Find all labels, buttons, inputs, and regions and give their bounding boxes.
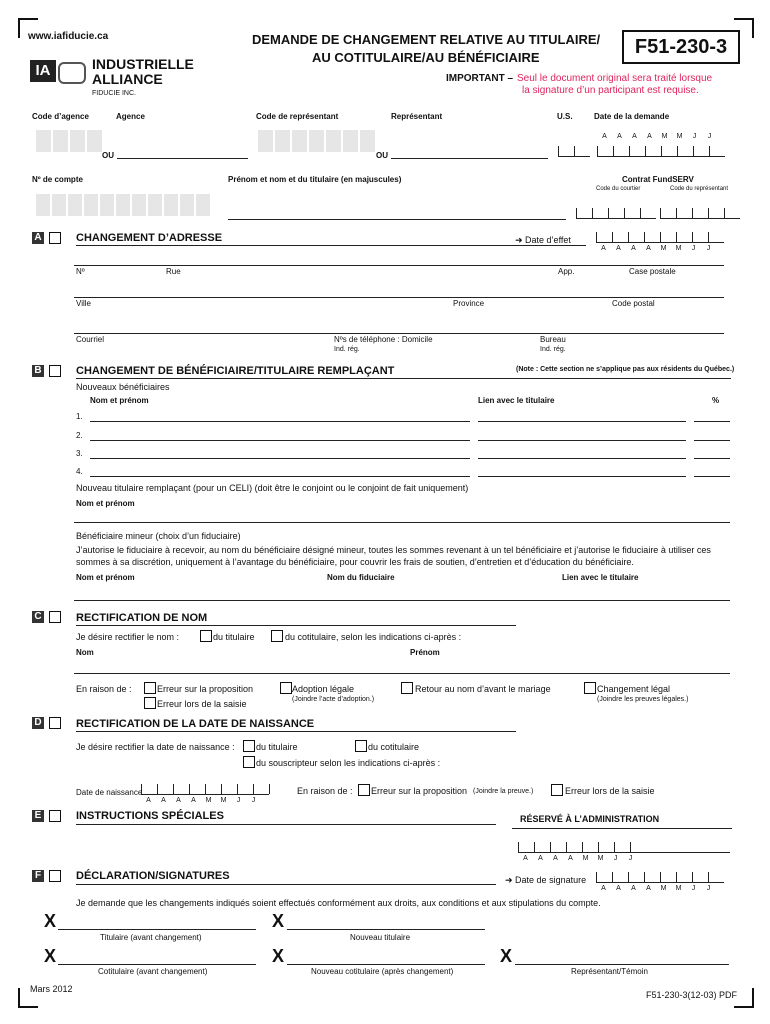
- reserve-rule: [512, 828, 732, 829]
- important-line1: Seul le document original sera traité lorsque: [517, 73, 713, 84]
- autorise-line-1: J’autorise le fiduciaire à recevoir, au nom du bénéficiaire désigné mineur, toutes les sommes revenant à un tel bénéficiaire et j’autorise le fiduciaire à utiliser ces: [76, 545, 711, 555]
- no-compte-cells[interactable]: [36, 194, 210, 216]
- label-en-raison-c: En raison de :: [76, 684, 132, 694]
- footer-date: Mars 2012: [30, 984, 73, 994]
- reserve-initials[interactable]: [642, 852, 730, 853]
- section-c-rule: [76, 625, 516, 626]
- label-representant: Représentant: [391, 112, 443, 121]
- label-code-rep2: Code du représentant: [670, 186, 729, 192]
- label-nom-prenom: Nom et prénom: [90, 396, 149, 405]
- logo-emblem-icon: [58, 62, 86, 84]
- date-naissance-letters: A A A A M M J J: [146, 797, 256, 804]
- label-nouveau-titulaire: Nouveau titulaire: [350, 933, 411, 942]
- label-ou-2: OU: [376, 151, 388, 160]
- section-a-letter: A: [32, 232, 44, 244]
- section-d-rule: [76, 731, 516, 732]
- label-date-signature: ➜ Date de signature: [505, 875, 587, 885]
- row-4-nom[interactable]: [90, 476, 470, 477]
- date-effet-letters: A A A A M M J J: [601, 245, 711, 252]
- label-ou-1: OU: [102, 151, 114, 160]
- section-d-checkbox[interactable]: [49, 717, 61, 729]
- instructions-field[interactable]: [76, 826, 496, 866]
- date-naissance-field[interactable]: [141, 784, 285, 795]
- signature-titulaire[interactable]: [58, 929, 256, 930]
- date-effet-label: ➜ Date d’effet: [515, 235, 571, 245]
- label-c-cotitulaire: du cotitulaire, selon les indications ci-après :: [285, 632, 462, 642]
- section-e-checkbox[interactable]: [49, 810, 61, 822]
- label-titulaire-avant: Titulaire (avant changement): [100, 933, 202, 942]
- row-4-lien[interactable]: [478, 476, 686, 477]
- section-c-checkbox[interactable]: [49, 611, 61, 623]
- label-nouveau-cotitulaire: Nouveau cotitulaire (après changement): [311, 967, 454, 976]
- footer-code: F51-230-3(12-03) PDF: [646, 990, 738, 1000]
- section-e-title: INSTRUCTIONS SPÉCIALES: [76, 810, 224, 822]
- section-a-rule: [76, 245, 586, 246]
- website-url: www.iafiducie.ca: [28, 31, 109, 42]
- d-souscripteur-checkbox[interactable]: [243, 756, 255, 768]
- form-number: F51-230-3: [634, 36, 728, 58]
- address-line-2[interactable]: [74, 297, 724, 298]
- label-us: U.S.: [557, 112, 573, 121]
- important-label: IMPORTANT –: [446, 73, 514, 84]
- section-f-title: DÉCLARATION/SIGNATURES: [76, 870, 230, 882]
- section-f-checkbox[interactable]: [49, 870, 61, 882]
- label-c-erreur-saisie: Erreur lors de la saisie: [157, 699, 247, 709]
- prenom-nom-field[interactable]: [228, 219, 566, 220]
- label-d-souscripteur: du souscripteur selon les indications ci-après :: [256, 758, 441, 768]
- label-ind-reg-2: Ind. rég.: [540, 346, 566, 353]
- section-c-title: RECTIFICATION DE NOM: [76, 612, 208, 624]
- label-prenom: Prénom: [410, 648, 440, 657]
- remplacant-field[interactable]: [74, 522, 730, 523]
- row-3-lien[interactable]: [478, 458, 686, 459]
- section-b-checkbox[interactable]: [49, 365, 61, 377]
- sig-x-nouveau-cotitulaire: X: [272, 946, 285, 966]
- label-c-titulaire: du titulaire: [213, 632, 255, 642]
- row-2-pct[interactable]: [694, 440, 730, 441]
- label-nom-prenom-2: Nom et prénom: [76, 499, 135, 508]
- date-signature-field[interactable]: [596, 872, 724, 883]
- logo-letters: IA: [30, 60, 56, 82]
- signature-cotitulaire[interactable]: [58, 964, 256, 965]
- date-effet-field[interactable]: [596, 232, 724, 243]
- row-3-label: 3.: [76, 449, 83, 458]
- us-field[interactable]: [558, 146, 590, 157]
- label-mineur: Bénéficiaire mineur (choix d’un fiduciaire): [76, 531, 241, 541]
- address-line-1[interactable]: [74, 265, 724, 266]
- label-nom-prenom-3: Nom et prénom: [76, 573, 135, 582]
- declaration-text: Je demande que les changements indiqués soient effectués conformément aux droits, aux conditions et aux stipulations du compte.: [76, 898, 601, 908]
- row-2-label: 2.: [76, 431, 83, 440]
- reserve-date-field[interactable]: [518, 842, 646, 853]
- c-erreur-prop-checkbox[interactable]: [144, 682, 156, 694]
- label-desire-nom: Je désire rectifier le nom :: [76, 632, 180, 642]
- label-no-compte: Nº de compte: [32, 175, 83, 184]
- label-d-erreur-prop: Erreur sur la proposition: [371, 786, 468, 796]
- code-representant-cells[interactable]: [258, 130, 375, 152]
- row-1-pct[interactable]: [694, 421, 730, 422]
- section-b-letter: B: [32, 365, 44, 377]
- autorise-line-2: sommes à sa discrétion, uniquement à l’avantage du bénéficiaire, pour couvrir les frais de soutien, d’entretien et d’éducation du bénéficiaire.: [76, 557, 634, 567]
- label-courriel: Courriel: [76, 335, 105, 344]
- label-ville: Ville: [76, 299, 91, 308]
- section-b-rule: [76, 378, 731, 379]
- label-code-courtier: Code du courtier: [596, 186, 641, 192]
- label-desire-date: Je désire rectifier la date de naissance :: [76, 742, 235, 752]
- label-nouveaux-beneficiaires: Nouveaux bénéficiaires: [76, 382, 170, 392]
- code-rep2-field[interactable]: [660, 208, 740, 219]
- label-d-erreur-saisie: Erreur lors de la saisie: [565, 786, 655, 796]
- code-agence-cells[interactable]: [36, 130, 102, 152]
- logo-subtitle: FIDUCIE INC.: [92, 90, 136, 97]
- label-d-joindre-preuve: (Joindre la preuve.): [473, 788, 534, 795]
- label-c-adoption: Adoption légale: [292, 684, 355, 694]
- section-d-letter: D: [32, 717, 44, 729]
- label-nom: Nom: [76, 648, 94, 657]
- label-prenom-nom: Prénom et nom et du titulaire (en majuscules): [228, 175, 402, 184]
- reserve-date-letters: A A A A M M J J: [523, 855, 633, 862]
- label-date-demande: Date de la demande: [594, 112, 670, 121]
- date-demande-letters: A A A A M M J J: [602, 133, 712, 140]
- label-app: App.: [558, 267, 575, 276]
- label-lien-2: Lien avec le titulaire: [562, 573, 639, 582]
- label-remplacant: Nouveau titulaire remplaçant (pour un CELI) (doit être le conjoint ou le conjoint de fait uniquement): [76, 483, 469, 493]
- c-erreur-saisie-checkbox[interactable]: [144, 697, 156, 709]
- d-erreur-saisie-checkbox[interactable]: [551, 784, 563, 796]
- label-code-representant: Code de représentant: [256, 112, 339, 121]
- logo-line1: INDUSTRIELLE: [92, 56, 194, 72]
- label-ind-reg-1: Ind. rég.: [334, 346, 360, 353]
- d-erreur-prop-checkbox[interactable]: [358, 784, 370, 796]
- row-4-label: 4.: [76, 467, 83, 476]
- logo-line2: ALLIANCE: [92, 71, 163, 87]
- label-representant-temoin: Représentant/Témoin: [571, 967, 648, 976]
- label-cotitulaire-avant: Cotitulaire (avant changement): [98, 967, 208, 976]
- label-c-joindre-adoption: (Joindre l’acte d’adoption.): [292, 696, 375, 703]
- label-pct: %: [712, 396, 720, 405]
- date-demande-field[interactable]: [597, 146, 725, 157]
- label-case-postale: Case postale: [629, 267, 676, 276]
- label-province: Province: [453, 299, 485, 308]
- c-adoption-checkbox[interactable]: [280, 682, 292, 694]
- section-e-rule: [76, 824, 496, 825]
- d-cotitulaire-checkbox[interactable]: [355, 740, 367, 752]
- section-c-letter: C: [32, 611, 44, 623]
- label-nom-fiduciaire: Nom du fiduciaire: [327, 573, 395, 582]
- label-no: Nº: [76, 267, 85, 276]
- label-lien: Lien avec le titulaire: [478, 396, 555, 405]
- row-2-nom[interactable]: [90, 440, 470, 441]
- section-f-letter: F: [32, 870, 44, 882]
- label-c-erreur-prop: Erreur sur la proposition: [157, 684, 254, 694]
- form-number-box: [622, 30, 740, 64]
- label-d-titulaire: du titulaire: [256, 742, 298, 752]
- sig-x-representant: X: [500, 946, 513, 966]
- section-b-note: (Note : Cette section ne s’applique pas aux résidents du Québec.): [516, 366, 735, 373]
- mineur-field[interactable]: [74, 600, 730, 601]
- label-agence: Agence: [116, 112, 145, 121]
- label-c-joindre-preuves: (Joindre les preuves légales.): [597, 696, 689, 703]
- label-c-retour: Retour au nom d’avant le mariage: [415, 684, 551, 694]
- label-c-changement-legal: Changement légal: [597, 684, 671, 694]
- form-title-line1: DEMANDE DE CHANGEMENT RELATIVE AU TITULAIRE/: [252, 32, 601, 47]
- sig-x-nouveau-titulaire: X: [272, 911, 285, 931]
- signature-nouveau-cotitulaire[interactable]: [287, 964, 485, 965]
- signature-nouveau-titulaire[interactable]: [287, 929, 485, 930]
- nom-field[interactable]: [74, 673, 730, 674]
- representant-field[interactable]: [391, 158, 548, 159]
- agence-field[interactable]: [117, 158, 248, 159]
- section-e-letter: E: [32, 810, 44, 822]
- section-b-title: CHANGEMENT DE BÉNÉFICIAIRE/TITULAIRE REMPLAÇANT: [76, 365, 395, 377]
- label-date-naissance: Date de naissance: [76, 788, 143, 797]
- label-rue: Rue: [166, 267, 181, 276]
- signature-representant[interactable]: [515, 964, 729, 965]
- row-3-nom[interactable]: [90, 458, 470, 459]
- label-d-cotitulaire: du cotitulaire: [368, 742, 420, 752]
- c-titulaire-checkbox[interactable]: [200, 630, 212, 642]
- section-d-title: RECTIFICATION DE LA DATE DE NAISSANCE: [76, 718, 315, 730]
- label-contrat: Contrat FundSERV: [622, 175, 694, 184]
- d-titulaire-checkbox[interactable]: [243, 740, 255, 752]
- sig-x-titulaire: X: [44, 911, 57, 931]
- reserve-admin: RÉSERVÉ À L’ADMINISTRATION: [520, 814, 660, 824]
- row-3-pct[interactable]: [694, 458, 730, 459]
- date-signature-letters: A A A A M M J J: [601, 885, 711, 892]
- c-changement-legal-checkbox[interactable]: [584, 682, 596, 694]
- important-line2: la signature d’un participant est requise.: [522, 85, 699, 96]
- section-a-title: CHANGEMENT D’ADRESSE: [76, 232, 223, 244]
- address-line-3[interactable]: [74, 333, 724, 334]
- row-4-pct[interactable]: [694, 476, 730, 477]
- c-retour-checkbox[interactable]: [401, 682, 413, 694]
- row-1-lien[interactable]: [478, 421, 686, 422]
- code-courtier-field[interactable]: [576, 208, 656, 219]
- row-1-nom[interactable]: [90, 421, 470, 422]
- c-cotitulaire-checkbox[interactable]: [271, 630, 283, 642]
- label-bureau: Bureau: [540, 335, 566, 344]
- label-code-postal: Code postal: [612, 299, 655, 308]
- row-1-label: 1.: [76, 412, 83, 421]
- label-code-agence: Code d’agence: [32, 112, 89, 121]
- row-2-lien[interactable]: [478, 440, 686, 441]
- form-title-line2: AU COTITULAIRE/AU BÉNÉFICIAIRE: [312, 50, 540, 65]
- section-f-rule: [76, 884, 496, 885]
- label-tel-domicile: Nºs de téléphone : Domicile: [334, 335, 433, 344]
- sig-x-cotitulaire: X: [44, 946, 57, 966]
- company-logo: [30, 60, 86, 84]
- section-a-checkbox[interactable]: [49, 232, 61, 244]
- label-en-raison-d: En raison de :: [297, 786, 353, 796]
